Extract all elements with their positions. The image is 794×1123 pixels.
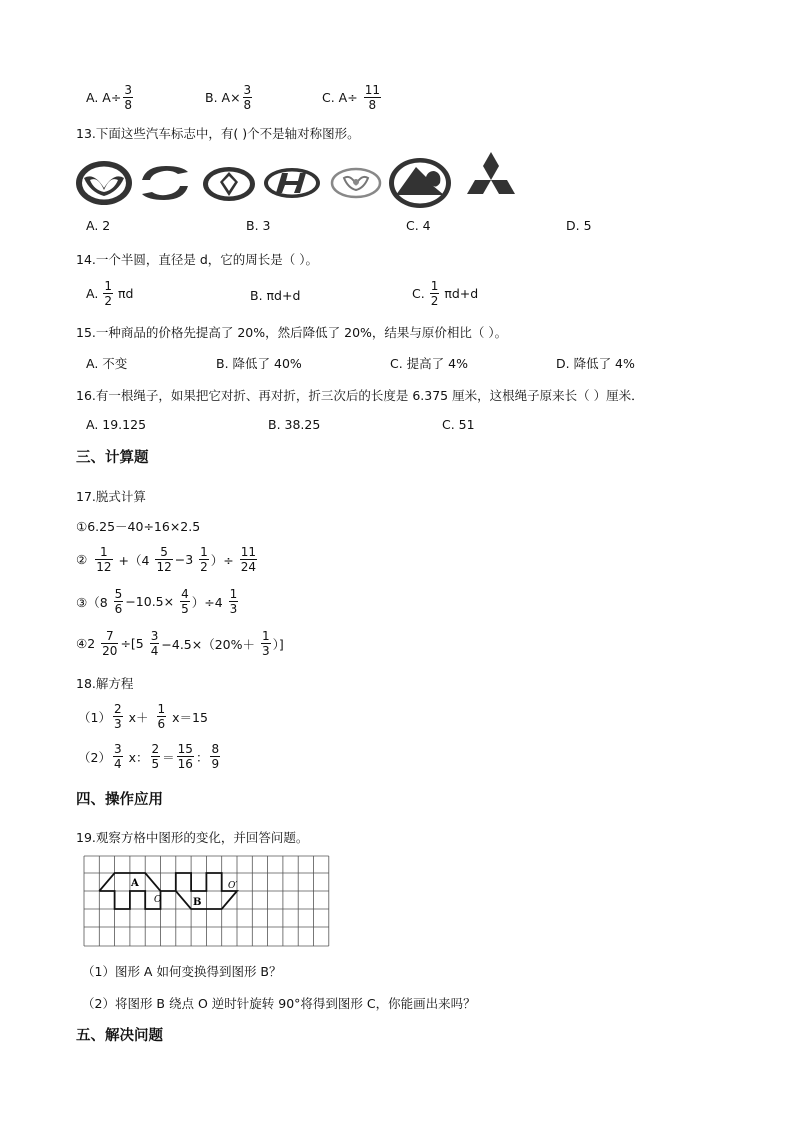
q12-a-fraction: $\frac{3}{8}$	[124, 83, 132, 112]
q13-option-b: B. 3	[246, 218, 271, 233]
q16-option-a: A. 19.125	[86, 417, 147, 432]
q16-option-c: C. 51	[442, 417, 475, 432]
daewoo-logo-icon	[328, 158, 384, 208]
q17-expression-3: ③（8 $\frac{5}{6}$ −10.5× $\frac{4}{5}$ ）÷4 $\frac{1}{3}$	[76, 587, 238, 616]
q17-expression-2: ② $\frac{1}{12}$ +（4 $\frac{5}{12}$ −3 $\frac{1}{2}$ ）÷ $\frac{11}{24}$	[76, 545, 257, 574]
q14-stem: 14.一个半圆，直径是 d，它的周长是（ ）。	[76, 252, 319, 267]
q12-c-fraction: $\frac{11}{8}$	[364, 83, 380, 112]
section-4-heading: 四、操作应用	[76, 792, 163, 808]
hyundai-logo-icon	[262, 158, 322, 208]
q15-option-b: B. 降低了 40%	[216, 356, 302, 371]
wings-logo-icon	[200, 158, 258, 208]
q19-sub-1: （1）图形 A 如何变换得到图形 B？	[82, 964, 282, 979]
q19-sub-2: （2）将图形 B 绕点 O 逆时针旋转 90°将得到图形 C，你能画出来吗？	[82, 996, 476, 1011]
q12-option-b	[205, 84, 254, 111]
q14-option-a: A. $\frac{1}{2}$ πd	[86, 279, 134, 308]
q19-stem: 19.观察方格中图形的变化，并回答问题。	[76, 830, 309, 845]
q16-option-b: B. 38.25	[268, 417, 321, 432]
mitsubishi-logo-icon	[458, 150, 524, 206]
ssangyong-logo-icon	[136, 158, 194, 208]
q17-expression-4: ④2 $\frac{7}{20}$ ÷[5 $\frac{3}{4}$ −4.5×（20%＋ $\frac{1}{3}$ ）]	[76, 629, 284, 658]
q13-stem: 13.下面这些汽车标志中，有( )个不是轴对称图形。	[76, 126, 360, 141]
q13-option-c: C. 4	[406, 218, 431, 233]
q18-title: 18.解方程	[76, 676, 134, 691]
q15-stem: 15.一种商品的价格先提高了 20%，然后降低了 20%，结果与原价相比（ ）。	[76, 325, 508, 340]
q12-option-a	[86, 84, 135, 111]
q15-option-c: C. 提高了 4%	[390, 356, 468, 371]
q14-option-c: C. $\frac{1}{2}$ πd+d	[412, 279, 479, 308]
q15-option-a: A. 不变	[86, 356, 128, 371]
q17-expression-1: ①6.25－40÷16×2.5	[76, 519, 201, 534]
section-3-heading: 三、计算题	[76, 450, 149, 466]
label-b: B	[193, 897, 202, 908]
label-a: A	[131, 878, 139, 889]
q12-c-label: C. A÷	[322, 90, 358, 105]
q17-title: 17.脱式计算	[76, 489, 146, 504]
q18-equation-1: （1） $\frac{2}{3}$ x＋ $\frac{1}{6}$ x＝15	[78, 702, 208, 731]
q18-equation-2: （2） $\frac{3}{4}$ x： $\frac{2}{5}$ ＝ $\frac{15}{16}$ ： $\frac{8}{9}$	[78, 742, 220, 771]
q13-option-a: A. 2	[86, 218, 111, 233]
q13-option-d: D. 5	[566, 218, 592, 233]
q12-b-label: B. A×	[205, 90, 241, 105]
label-o: O	[154, 895, 162, 905]
q15-option-d: D. 降低了 4%	[556, 356, 635, 371]
q12-option-c	[322, 84, 383, 111]
q19-grid-figure	[83, 855, 333, 949]
q12-a-label: A. A÷	[86, 90, 122, 105]
lancia-logo-icon	[386, 155, 454, 211]
section-5-heading: 五、解决问题	[76, 1028, 163, 1044]
q16-stem: 16.有一根绳子，如果把它对折、再对折，折三次后的长度是 6.375 厘米，这根绳子原来长（ ）厘米．	[76, 388, 644, 403]
mazda-logo-icon	[74, 158, 134, 208]
q12-b-fraction: $\frac{3}{8}$	[243, 83, 252, 112]
q14-option-b: B. πd+d	[250, 288, 301, 303]
label-o-prime: O′	[228, 881, 238, 891]
